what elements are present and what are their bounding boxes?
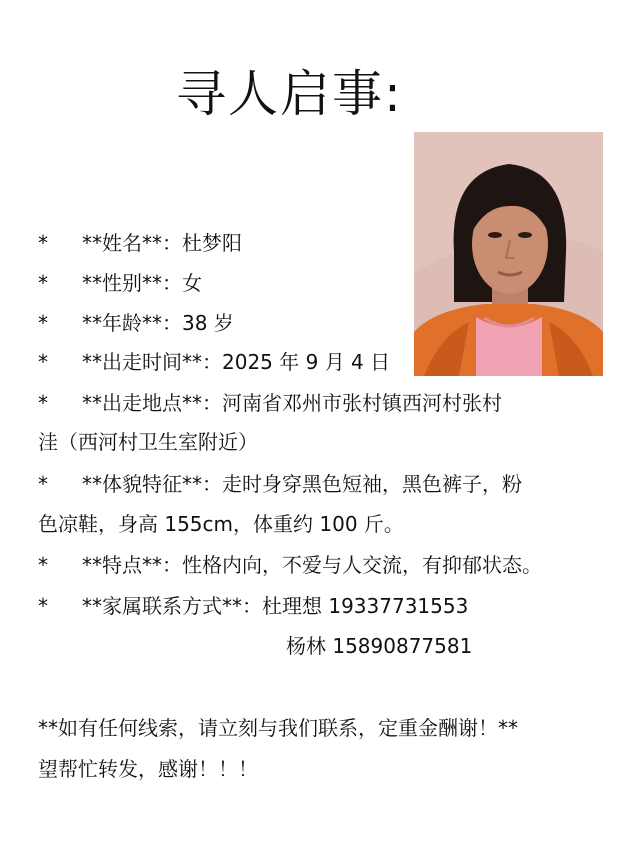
place-text-line2: 洼（西河村卫生室附近） xyxy=(38,430,258,454)
notice-title: 寻人启事: xyxy=(176,65,403,123)
age-text: **年龄**：38 岁 xyxy=(82,311,234,335)
contact-text-line1: **家属联系方式**：杜理想 19337731553 xyxy=(82,594,469,618)
bullet: * xyxy=(38,391,48,415)
info-item-features xyxy=(38,470,522,498)
date-text: **出走时间**：2025 年 9 月 4 日 xyxy=(82,350,391,374)
share-request-text: 望帮忙转发，感谢！！！ xyxy=(38,757,258,781)
features-text-line1: **体貌特征**：走时身穿黑色短袖，黑色裤子，粉 xyxy=(82,472,522,496)
info-item-traits xyxy=(38,551,542,579)
info-item-date xyxy=(38,348,390,376)
bullet: * xyxy=(38,350,48,374)
gender-text: **性别**：女 xyxy=(82,271,202,295)
traits-text: **特点**：性格内向，不爱与人交流，有抑郁状态。 xyxy=(82,553,542,577)
bullet: * xyxy=(38,594,48,618)
name-text: **姓名**：杜梦阳 xyxy=(82,231,242,255)
bullet: * xyxy=(38,553,48,577)
info-item-contact xyxy=(38,592,468,620)
contact-text-line2: 杨林 15890877581 xyxy=(286,634,473,658)
bullet: * xyxy=(38,271,48,295)
bullet: * xyxy=(38,472,48,496)
place-text-line1: **出走地点**：河南省邓州市张村镇西河村张村 xyxy=(82,391,502,415)
info-item-name xyxy=(38,229,242,257)
info-item-place xyxy=(38,389,502,417)
missing-person-photo xyxy=(414,132,603,376)
info-item-age xyxy=(38,309,234,337)
bullet: * xyxy=(38,311,48,335)
features-text-line2: 色凉鞋，身高 155cm，体重约 100 斤。 xyxy=(38,512,404,536)
appeal-text: **如有任何线索，请立刻与我们联系，定重金酬谢！** xyxy=(38,716,518,740)
info-item-gender xyxy=(38,269,202,297)
bullet: * xyxy=(38,231,48,255)
